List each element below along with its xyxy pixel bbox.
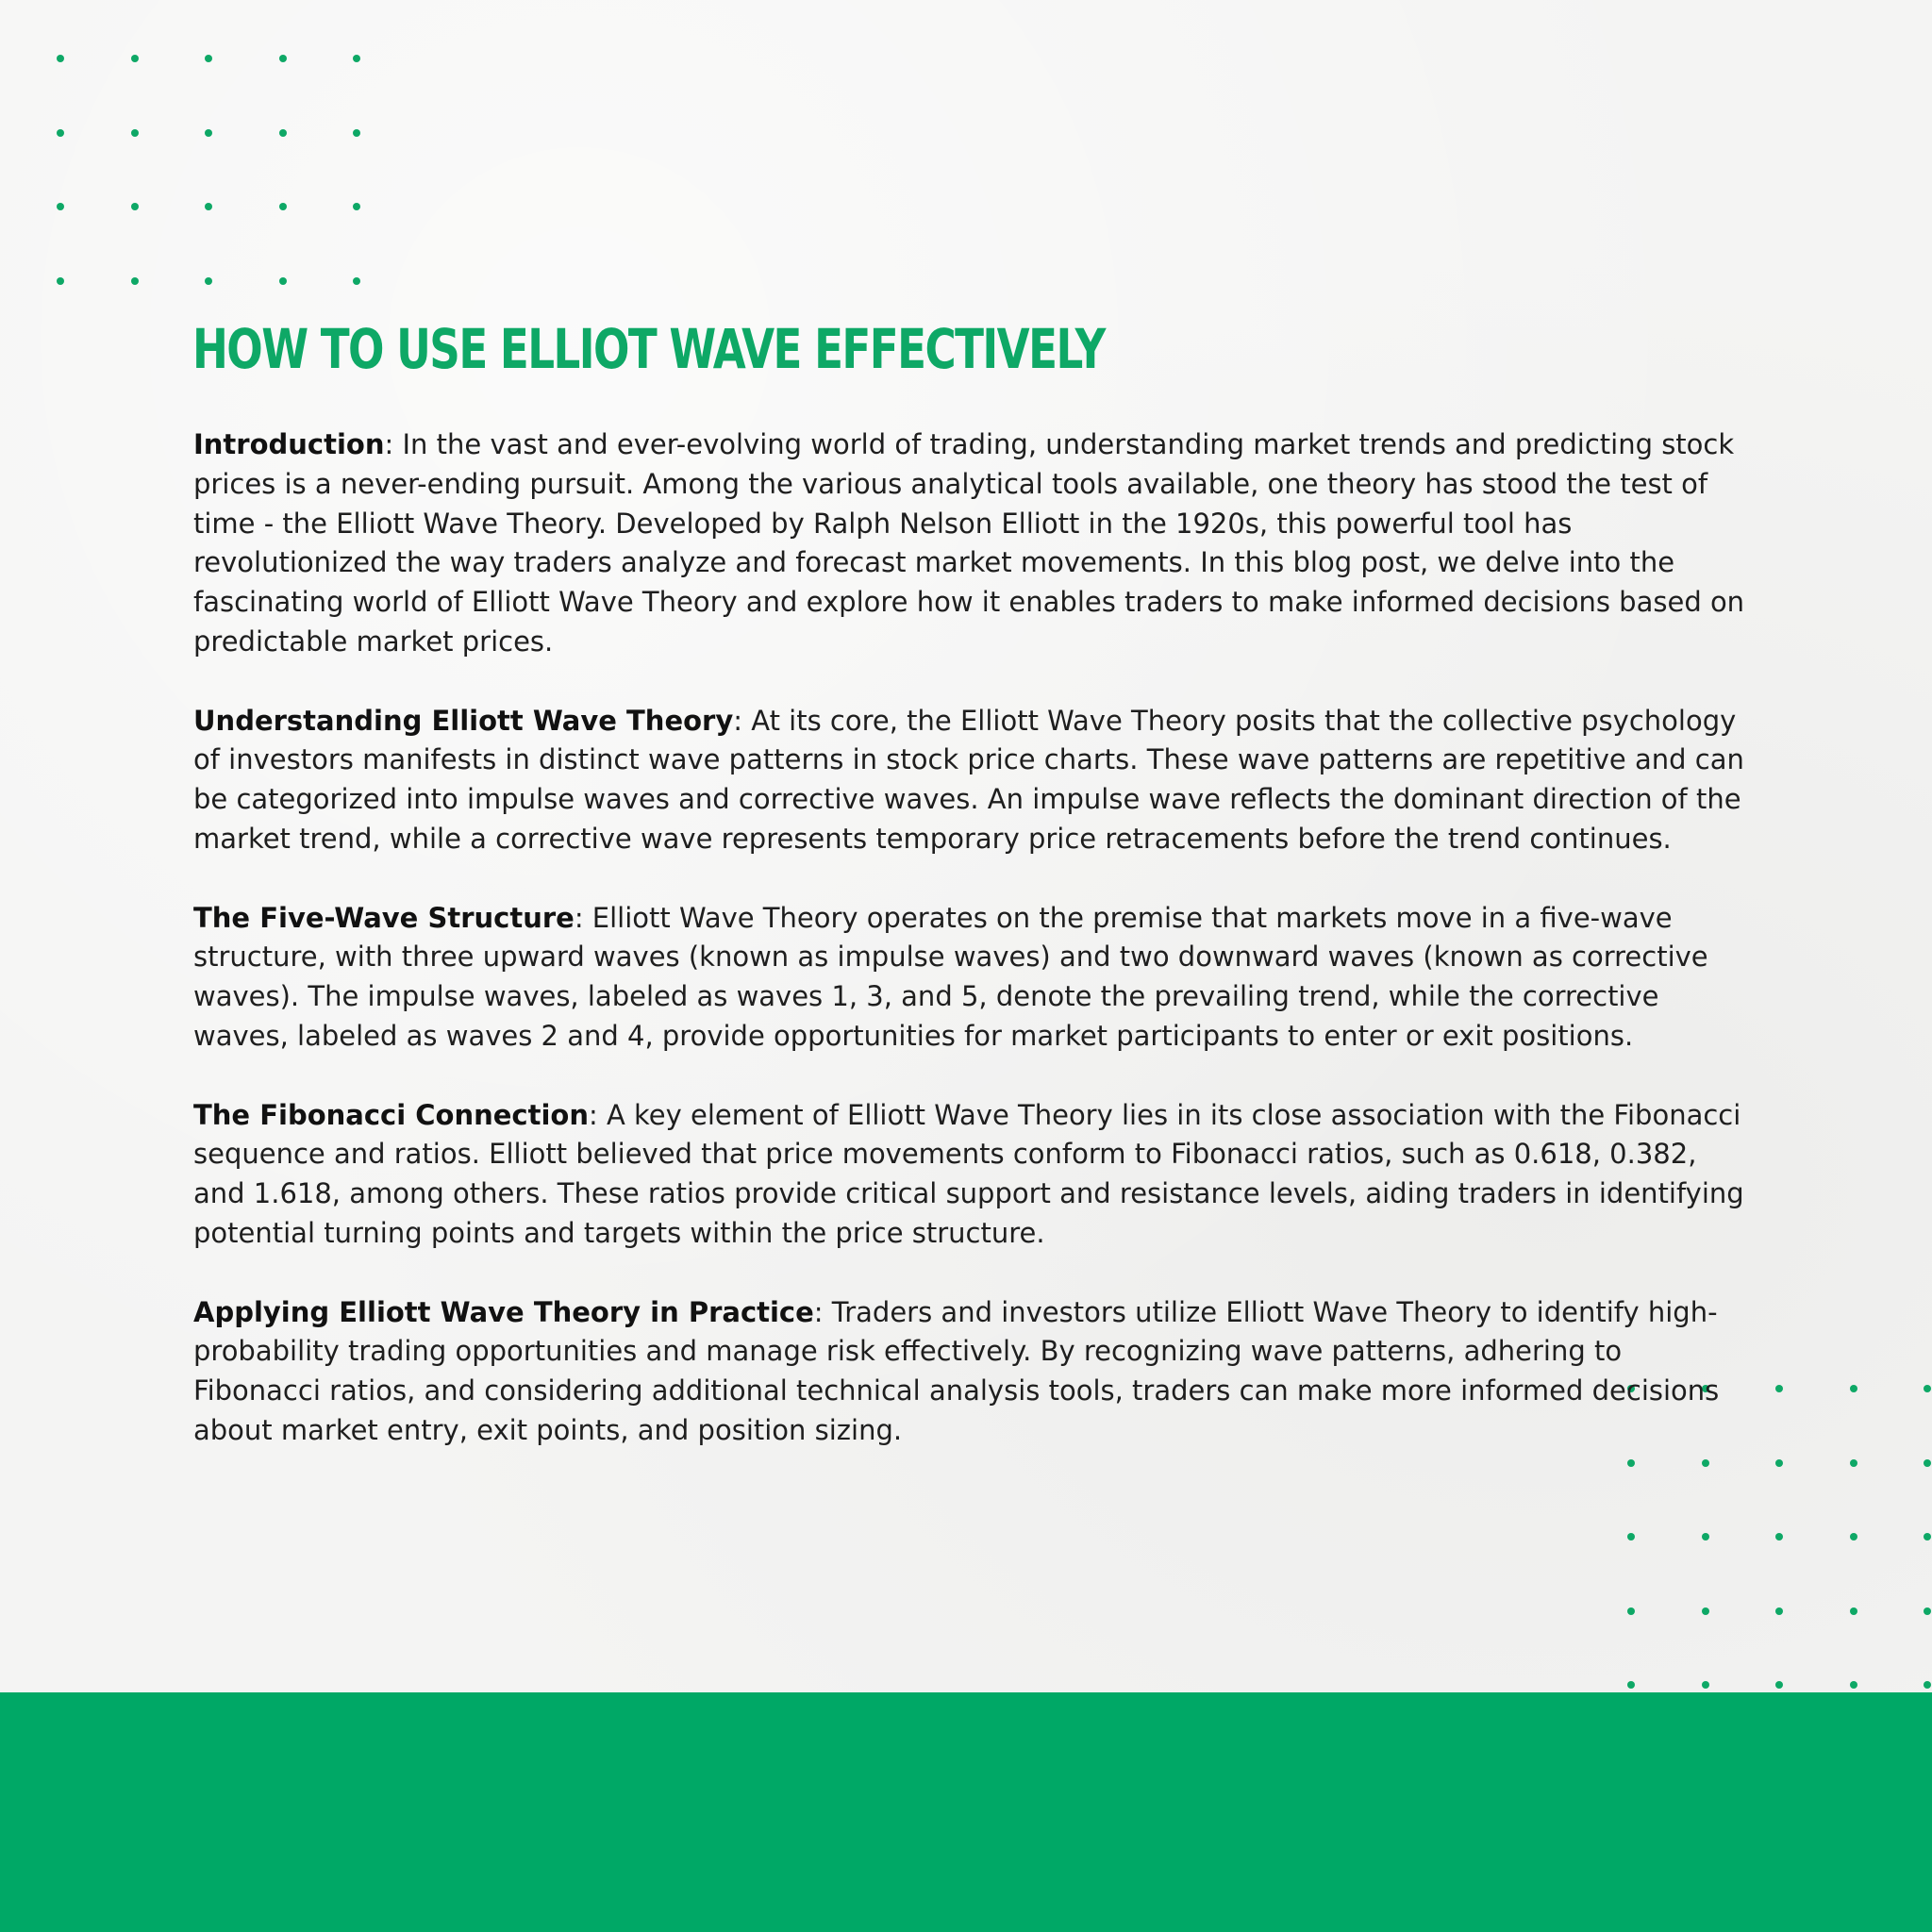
section-text: : Elliott Wave Theory operates on the premise that markets move in a five-wave structure, with three upward waves (known as impulse waves) and two downward waves (known as corrective waves). The impulse waves, labeled as waves 1, 3, and 5, denote the prevailing trend, while the corrective waves, labeled as waves 2 and 4, provide opportunities for market participants to enter or exit positions. xyxy=(193,901,1708,1052)
dot xyxy=(1702,1607,1709,1615)
article-body xyxy=(193,425,1750,1491)
page-title: HOW TO USE ELLIOT WAVE EFFECTIVELY xyxy=(192,317,1105,381)
dot xyxy=(1850,1681,1857,1689)
dot xyxy=(1775,1681,1783,1689)
dot xyxy=(1775,1607,1783,1615)
section-heading: Introduction xyxy=(193,428,385,460)
dot xyxy=(1924,1459,1931,1467)
section-text: : In the vast and ever-evolving world of trading, understanding market trends and predicting stock prices is a never-ending pursuit. Among the various analytical tools available, one theory has stood the test of time - the Elliott Wave Theory. Developed by Ralph Nelson Elliott in the 1920s, this powerful tool has revolutionized the way traders analyze and forecast market movements. In this blog post, we delve into the fascinating world of Elliott Wave Theory and explore how it enables traders to make informed decisions based on predictable market prices. xyxy=(193,428,1745,658)
section-fibonacci-connection xyxy=(193,1096,1750,1254)
dot xyxy=(57,129,64,137)
section-text: : A key element of Elliott Wave Theory lies in its close association with the Fibonacci sequence and ratios. Elliott believed that price movements conform to Fibonacci ratios, such as 0.618, 0.382, and 1.618, among others. These ratios provide critical support and resistance levels, aiding traders in identifying potential turning points and targets within the price structure. xyxy=(193,1098,1744,1249)
section-heading: Applying Elliott Wave Theory in Practice xyxy=(193,1295,814,1328)
dot xyxy=(353,129,360,137)
section-text: : At its core, the Elliott Wave Theory posits that the collective psychology of investors manifests in distinct wave patterns in stock price charts. These wave patterns are repetitive and can be categorized into impulse waves and corrective waves. An impulse wave reflects the dominant direction of the market trend, while a corrective wave represents temporary price retracements before the trend continues. xyxy=(193,704,1744,855)
dot xyxy=(131,277,139,285)
dot xyxy=(1850,1607,1857,1615)
footer-band xyxy=(0,1692,1932,1932)
dot xyxy=(1627,1681,1635,1689)
dot xyxy=(131,129,139,137)
dot xyxy=(131,55,139,62)
section-applying-in-practice xyxy=(193,1293,1750,1451)
dot xyxy=(1775,1533,1783,1541)
section-text: : Traders and investors utilize Elliott Wave Theory to identify high-probability trading opportunities and manage risk effectively. By recognizing wave patterns, adhering to Fibonacci ratios, and considering additional technical analysis tools, traders can make more informed decisions about market entry, exit points, and position sizing. xyxy=(193,1295,1720,1446)
dot xyxy=(205,129,212,137)
dot xyxy=(57,203,64,210)
dot xyxy=(1850,1459,1857,1467)
dot xyxy=(353,277,360,285)
dot xyxy=(205,55,212,62)
dot xyxy=(1775,1385,1783,1392)
dot xyxy=(279,55,287,62)
section-understanding xyxy=(193,702,1750,859)
section-heading: Understanding Elliott Wave Theory xyxy=(193,704,734,737)
top-left-dot-pattern xyxy=(57,55,360,285)
section-five-wave-structure xyxy=(193,899,1750,1057)
dot xyxy=(131,203,139,210)
dot xyxy=(1924,1533,1931,1541)
dot xyxy=(205,277,212,285)
dot xyxy=(279,129,287,137)
dot xyxy=(1627,1607,1635,1615)
dot xyxy=(1702,1533,1709,1541)
dot xyxy=(1924,1385,1931,1392)
dot xyxy=(1924,1607,1931,1615)
dot xyxy=(57,55,64,62)
dot xyxy=(279,203,287,210)
dot xyxy=(1627,1533,1635,1541)
dot xyxy=(1924,1681,1931,1689)
dot xyxy=(1850,1385,1857,1392)
dot xyxy=(1702,1681,1709,1689)
section-introduction xyxy=(193,425,1750,662)
dot xyxy=(57,277,64,285)
dot xyxy=(205,203,212,210)
dot xyxy=(1775,1459,1783,1467)
dot xyxy=(279,277,287,285)
section-heading: The Fibonacci Connection xyxy=(193,1098,589,1131)
dot xyxy=(1850,1533,1857,1541)
dot xyxy=(353,55,360,62)
dot xyxy=(353,203,360,210)
section-heading: The Five-Wave Structure xyxy=(193,901,575,934)
